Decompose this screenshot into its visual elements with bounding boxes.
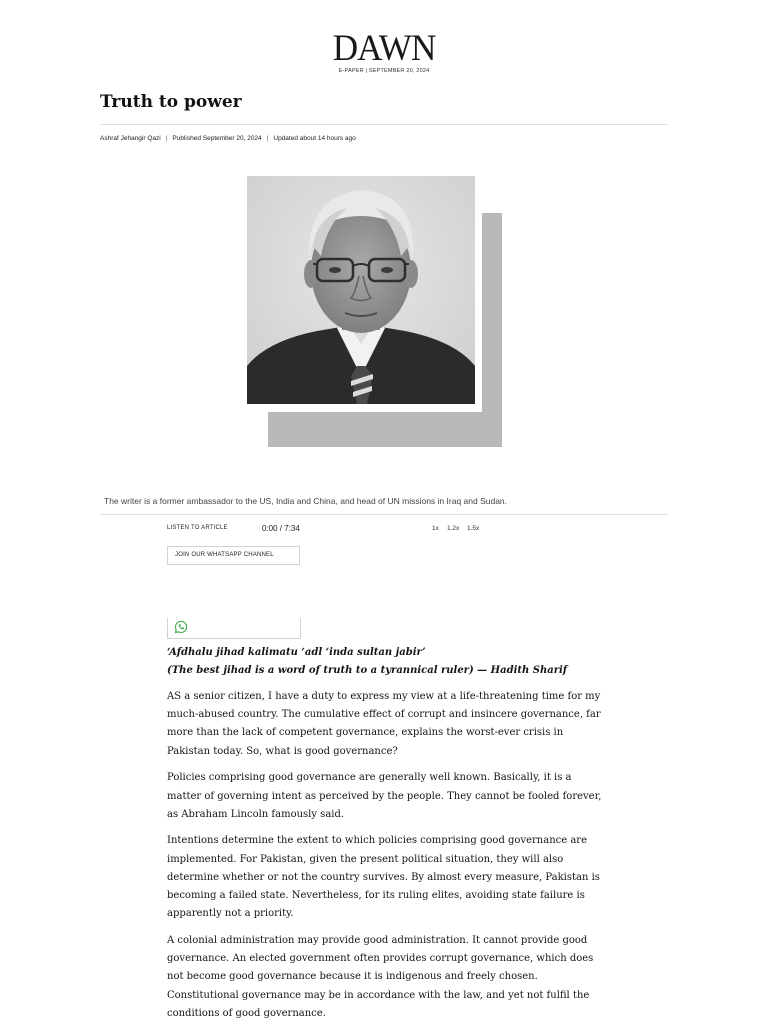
author-photo-frame	[247, 176, 502, 448]
audio-player	[167, 524, 507, 536]
edition-date: E-PAPER | SEPTEMBER 20, 2024	[338, 68, 430, 74]
whatsapp-icon[interactable]	[174, 620, 188, 634]
paragraph: Intentions determine the extent to which policies comprising good governance are implemented. For Pakistan, given the present political situation, they will also determine whether or not the country survives. By almost every measure, Pakistan is becoming a failed state. Nevertheless, for its ruling elites, avoiding state failure is apparently not a priority.	[167, 835, 600, 920]
photo-frame-shadow	[268, 412, 502, 447]
speed-1.2x-button[interactable]: 1.2x	[447, 525, 460, 532]
divider	[100, 124, 668, 125]
article-headline: Truth to power	[100, 92, 242, 112]
divider	[100, 514, 668, 515]
updated-date: Updated about 14 hours ago	[273, 135, 356, 142]
author-link[interactable]: Ashraf Jehangir Qazi	[100, 135, 161, 142]
paragraph: Policies comprising good governance are generally well known. Basically, it is a matter of governing intent as perceived by the people. They cannot be fooled forever, as Abraham Lincoln famously said.	[167, 772, 602, 820]
byline: Ashraf Jehangir Qazi | Published September 20, 2024 | Updated about 14 hours ago	[100, 135, 356, 142]
share-box	[167, 618, 301, 639]
photo-caption: The writer is a former ambassador to the US, India and China, and head of UN missions in Iraq and Sudan.	[104, 496, 508, 506]
quote-line: (The best jihad is a word of truth to a tyrannical ruler) — Hadith Sharif	[167, 664, 568, 676]
paragraph: A colonial administration may provide good administration. It cannot provide good governance. An elected government often provides corrupt governance, which does not become good governance because it is indigenous and freely chosen. Constitutional governance may be in accordance with the law, and yet not fulfil the conditions of good governance.	[167, 934, 594, 1019]
published-date: Published September 20, 2024	[172, 135, 262, 142]
audio-time: 0:00 / 7:34	[262, 524, 300, 533]
author-portrait	[247, 176, 475, 404]
article-body	[167, 644, 607, 1031]
dawn-logo[interactable]: DAWN	[332, 28, 436, 69]
speed-1x-button[interactable]: 1x	[432, 525, 439, 532]
opening-quote	[167, 644, 607, 679]
speed-1.5x-button[interactable]: 1.5x	[467, 525, 480, 532]
paragraph: AS a senior citizen, I have a duty to express my view at a life-threatening time for my much-abused country. The cumulative effect of corrupt and insincere governance, far more than the lack of competent governance, explains the worst-ever crisis in Pakistan today. So, what is good governance?	[167, 691, 601, 757]
masthead	[0, 30, 768, 74]
listen-to-article-label[interactable]: LISTEN TO ARTICLE	[167, 525, 228, 531]
quote-line: ‘Afdhalu jihad kalimatu ‘adl ‘inda sultan jabir’	[167, 647, 426, 658]
join-whatsapp-channel-button[interactable]: JOIN OUR WHATSAPP CHANNEL	[167, 546, 300, 565]
